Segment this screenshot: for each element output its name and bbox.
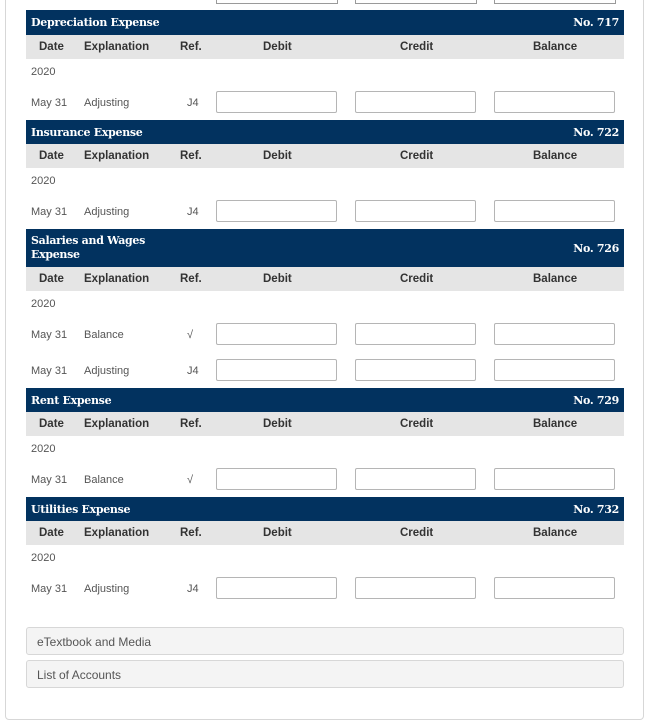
col-debit: Debit [263,150,292,162]
col-balance: Balance [533,527,578,539]
col-debit: Debit [263,418,292,430]
row-date: May 31 [31,583,68,595]
etextbook-media-panel[interactable]: eTextbook and Media [26,627,624,655]
column-header [26,412,624,436]
account-salaries-and-wages-expense [26,229,624,385]
col-ref: Ref. [180,418,202,430]
account-name: Rent Expense [31,393,112,407]
partial-input-balance[interactable] [494,0,616,4]
account-name: Utilities Expense [31,502,131,516]
balance-input[interactable] [494,323,615,345]
col-balance: Balance [533,273,578,285]
account-header [26,497,624,521]
col-ref: Ref. [180,41,202,53]
balance-input[interactable] [494,468,615,490]
list-of-accounts-panel[interactable]: List of Accounts [26,660,624,688]
credit-input[interactable] [355,577,476,599]
row-date: May 31 [31,206,68,218]
account-name-line2: Expense [31,248,80,261]
debit-input[interactable] [216,200,337,222]
col-explanation: Explanation [84,41,150,53]
ledger-row [26,468,624,492]
col-ref: Ref. [180,273,202,285]
col-balance: Balance [533,418,578,430]
debit-input[interactable] [216,468,337,490]
ledger-row [26,359,624,383]
col-date: Date [39,41,64,53]
credit-input[interactable] [355,359,476,381]
account-header [26,229,624,267]
account-name [31,234,145,262]
col-explanation: Explanation [84,150,150,162]
row-explanation: Balance [84,474,124,486]
year-label: 2020 [31,175,56,187]
credit-input[interactable] [355,91,476,113]
col-debit: Debit [263,273,292,285]
row-ref: J4 [187,206,199,218]
row-explanation: Adjusting [84,583,130,595]
column-header [26,521,624,545]
col-credit: Credit [400,41,434,53]
col-explanation: Explanation [84,527,150,539]
account-name-line1: Salaries and Wages [31,234,146,247]
balance-input[interactable] [494,359,615,381]
col-balance: Balance [533,150,578,162]
col-debit: Debit [263,527,292,539]
col-date: Date [39,150,64,162]
debit-input[interactable] [216,359,337,381]
column-header [26,144,624,168]
row-date: May 31 [31,97,68,109]
ledger-row [26,323,624,347]
row-explanation: Adjusting [84,365,130,377]
account-number: No. 722 [573,125,619,139]
row-date: May 31 [31,474,68,486]
balance-input[interactable] [494,200,615,222]
column-header [26,267,624,291]
row-explanation: Balance [84,329,124,341]
row-ref: J4 [187,365,199,377]
year-label: 2020 [31,443,56,455]
col-credit: Credit [400,150,434,162]
year-label: 2020 [31,298,56,310]
debit-input[interactable] [216,323,337,345]
ledger-row [26,91,624,115]
account-header [26,10,624,35]
ledger-row [26,200,624,224]
debit-input[interactable] [216,91,337,113]
col-ref: Ref. [180,150,202,162]
col-date: Date [39,273,64,285]
column-header [26,35,624,59]
row-date: May 31 [31,365,68,377]
account-number: No. 729 [573,393,619,407]
row-date: May 31 [31,329,68,341]
credit-input[interactable] [355,323,476,345]
account-utilities-expense [26,497,624,603]
account-number: No. 726 [573,241,619,255]
balance-input[interactable] [494,577,615,599]
row-explanation: Adjusting [84,97,130,109]
account-depreciation-expense [26,10,624,116]
ledger-row [26,577,624,601]
col-credit: Credit [400,527,434,539]
col-explanation: Explanation [84,273,150,285]
debit-input[interactable] [216,577,337,599]
account-name: Insurance Expense [31,125,143,139]
col-date: Date [39,418,64,430]
row-ref: J4 [187,97,199,109]
col-balance: Balance [533,41,578,53]
col-ref: Ref. [180,527,202,539]
account-insurance-expense [26,120,624,226]
year-label: 2020 [31,552,56,564]
col-debit: Debit [263,41,292,53]
account-number: No. 732 [573,502,619,516]
col-date: Date [39,527,64,539]
row-explanation: Adjusting [84,206,130,218]
account-header [26,120,624,144]
balance-input[interactable] [494,91,615,113]
partial-input-credit[interactable] [355,0,477,4]
credit-input[interactable] [355,200,476,222]
checkmark-icon: √ [187,474,194,486]
year-label: 2020 [31,66,56,78]
account-rent-expense [26,388,624,493]
account-name: Depreciation Expense [31,16,160,29]
account-number: No. 717 [573,16,619,29]
row-ref: J4 [187,583,199,595]
credit-input[interactable] [355,468,476,490]
col-explanation: Explanation [84,418,150,430]
col-credit: Credit [400,273,434,285]
checkmark-icon: √ [187,329,194,341]
account-header [26,388,624,412]
col-credit: Credit [400,418,434,430]
partial-input-debit[interactable] [216,0,338,4]
